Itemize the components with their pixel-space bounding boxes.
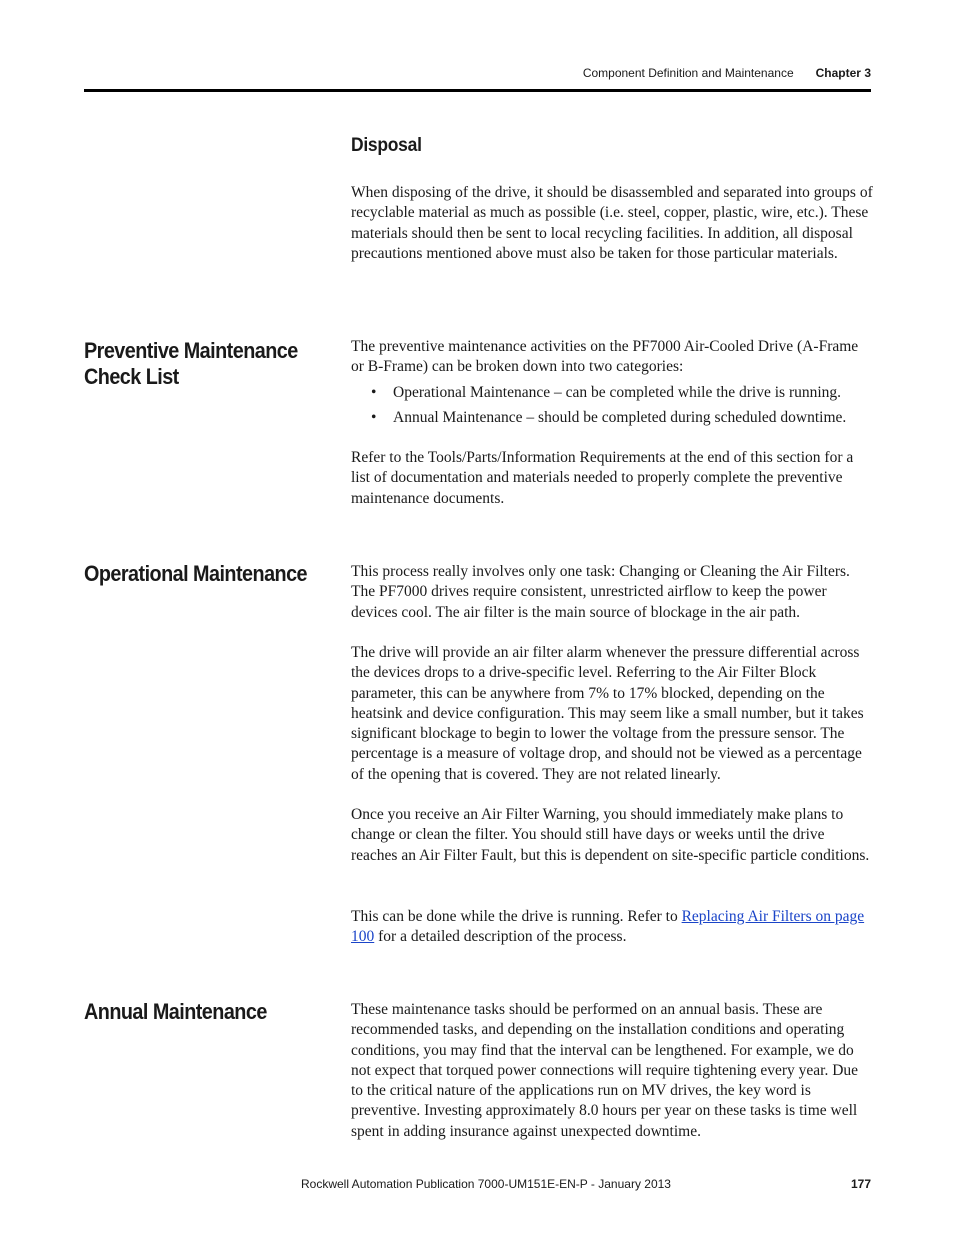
preventive-bullet-list	[351, 383, 873, 433]
bullet-text: Annual Maintenance – should be completed during scheduled downtime.	[393, 408, 847, 426]
list-item	[351, 383, 873, 403]
preventive-heading: Preventive Maintenance Check List	[84, 338, 298, 389]
annual-heading: Annual Maintenance	[84, 999, 267, 1024]
disposal-heading: Disposal	[351, 135, 422, 156]
preventive-intro: The preventive maintenance activities on the PF7000 Air-Cooled Drive (A-Frame or B-Frame) can be broken down into two categories:	[351, 338, 859, 376]
bullet-text: Operational Maintenance – can be completed while the drive is running.	[393, 384, 842, 401]
operational-paragraph-2: The drive will provide an air filter alarm whenever the pressure differential across the devices drops to a drive-specific level. Referring to the Air Filter Block parameter, this can be anywhere from 7% to 17% blocked, depending on the heatsink and device configuration. This may seem like a small number, but it takes significant blockage to begin to lower the voltage from the pressure sensor. The percentage is a measure of voltage drop, and should not be viewed as a percentage of the opening that is covered. They are not related linearly.	[351, 644, 864, 783]
header-chapter: Chapter 3	[815, 66, 871, 80]
running-header	[583, 66, 871, 80]
header-rule	[84, 89, 871, 92]
operational-paragraph-4	[351, 907, 873, 948]
bullet-glyph: •	[371, 408, 377, 426]
annual-body: These maintenance tasks should be performed on an annual basis. These are recommended tasks, and depending on the installation conditions and operating conditions, you may find that the interval can be lengthened. For example, we do not expect that torqued power connections will require tightening every year. Due to the critical nature of the applications run on MV drives, the key word is preventive. Investing approximately 8.0 hours per year on these tasks is time well spent in adding insurance against unexpected downtime.	[351, 1001, 859, 1140]
header-section-title: Component Definition and Maintenance	[582, 66, 794, 80]
list-item	[351, 408, 873, 428]
footer-publication: Rockwell Automation Publication 7000-UM151E-EN-P - January 2013	[301, 1177, 671, 1191]
p4-suffix: for a detailed description of the process.	[374, 928, 627, 946]
replacing-air-filters-link[interactable]: Replacing Air Filters on page 100	[351, 908, 865, 946]
bullet-glyph: •	[371, 384, 377, 401]
disposal-body: When disposing of the drive, it should be disassembled and separated into groups of recyclable material as much as possible (i.e. steel, copper, plastic, wire, etc.). These materials should then be sent to local recycling facilities. In addition, all disposal precautions mentioned above must also be taken for those particular materials.	[351, 184, 873, 262]
p4-prefix: This can be done while the drive is running. Refer to	[351, 908, 682, 925]
page-number: 177	[850, 1177, 871, 1191]
operational-heading: Operational Maintenance	[84, 561, 308, 586]
operational-paragraph-1: This process really involves only one task: Changing or Cleaning the Air Filters. The PF7000 drives require consistent, unrestricted airflow to keep the power devices cool. The air filter is the main source of blockage in the air path.	[351, 563, 850, 621]
preventive-refer-text: Refer to the Tools/Parts/Information Requirements at the end of this section for a list of documentation and materials needed to properly complete the preventive maintenance documents.	[351, 449, 854, 507]
operational-paragraph-3: Once you receive an Air Filter Warning, you should immediately make plans to change or clean the filter. You should still have days or weeks until the drive reaches an Air Filter Fault, but this is dependent on site-specific particle conditions.	[351, 806, 870, 864]
